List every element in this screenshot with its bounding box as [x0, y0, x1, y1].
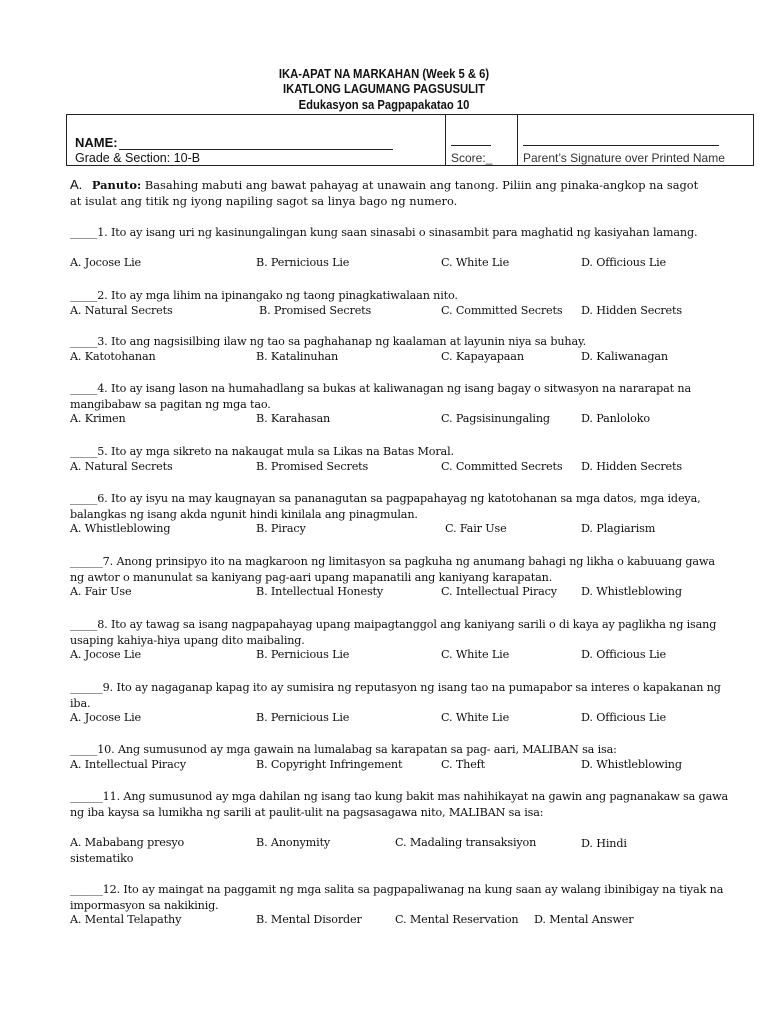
question-5-option-a: A. Natural Secrets	[70, 459, 173, 473]
question-11: ______11. Ang sumusunod ay mga dahilan ng isang tao kung bakit mas nahihikayat na gawin ang pagnanakaw sa gawa ng iba kaysa sa lumikha ng sarili at paulit-ulit na pagsasagawa nito, MALIBAN sa isa:	[70, 790, 729, 819]
question-3-option-d: D. Kaliwanagan	[581, 349, 668, 363]
exam-header-title: IKATLONG LAGUMANG PAGSUSULIT	[282, 82, 486, 96]
question-10: _____10. Ang sumusunod ay mga gawain na lumalabag sa karapatan sa pag- aari, MALIBAN sa isa:	[70, 743, 617, 756]
signature-field[interactable]	[523, 145, 719, 146]
question-10-option-d: D. Whistleblowing	[581, 757, 682, 771]
name-grade-cell	[67, 115, 446, 165]
question-11-option-a: A. Mababang presyo	[70, 836, 185, 849]
signature-cell	[517, 115, 753, 165]
question-12: ______12. Ito ay maingat na paggamit ng mga salita sa pagpapaliwanag na kung saan ay walang ibinibigay na tiyak na impormasyon sa nakikinig.	[70, 883, 724, 912]
question-1-option-a: A. Jocose Lie	[70, 256, 142, 269]
question-10-option-c: C. Theft	[441, 757, 485, 771]
question-3-option-c: C. Kapayapaan	[441, 349, 524, 363]
question-3-option-b: B. Katalinuhan	[256, 349, 339, 363]
question-6-option-b: B. Piracy	[256, 522, 306, 535]
question-9-option-a: A. Jocose Lie	[70, 711, 142, 724]
question-6: _____6. Ito ay isyu na may kaugnayan sa pananagutan sa pagpapahayag ng katotohanan sa mga datos, mga ideya, balangkas ng isang akda ngunit hindi kinilala ang pinagmulan.	[70, 492, 701, 521]
question-12-option-d: D. Mental Answer	[534, 913, 634, 926]
question-11-option-d: D. Hindi	[581, 837, 627, 850]
instructions-text: Basahing mabuti ang bawat pahayag at unawain ang tanong. Piliin ang pinaka-angkop na sagot at isulat ang titik ng iyong napiling sagot sa linya bago ng numero.	[70, 178, 699, 208]
question-4-option-b: B. Karahasan	[256, 412, 331, 425]
question-7-option-d: D. Whistleblowing	[581, 585, 682, 598]
question-8-option-c: C. White Lie	[441, 648, 510, 661]
question-8-option-b: B. Pernicious Lie	[256, 648, 350, 661]
score-field[interactable]	[451, 145, 491, 146]
question-2-option-b: B. Promised Secrets	[259, 303, 372, 317]
instructions-letter: A.	[70, 177, 83, 192]
question-2: _____2. Ito ay mga lihim na ipinangako ng taong pinagkatiwalaan nito.	[70, 289, 458, 302]
question-9: ______9. Ito ay nagaganap kapag ito ay sumisira ng reputasyon ng isang tao na pumapabor sa interes o kapakanan ng iba.	[70, 681, 721, 710]
student-info-box	[66, 114, 754, 166]
question-4-option-d: D. Panloloko	[581, 412, 650, 425]
question-7-option-a: A. Fair Use	[70, 585, 132, 598]
exam-header-subject: Edukasyon sa Pagpapakatao 10	[298, 98, 470, 112]
question-2-option-c: C. Committed Secrets	[441, 303, 563, 317]
question-8-option-a: A. Jocose Lie	[70, 648, 142, 661]
signature-label: Parent’s Signature over Printed Name	[523, 151, 725, 165]
question-1-option-b: B. Pernicious Lie	[256, 256, 350, 269]
question-12-option-c: C. Mental Reservation	[395, 913, 519, 926]
instructions-title: Panuto:	[91, 178, 142, 192]
question-6-option-d: D. Plagiarism	[581, 522, 656, 535]
question-12-option-a: A. Mental Telapathy	[70, 913, 182, 926]
question-4-option-c: C. Pagsisinungaling	[441, 412, 550, 425]
question-10-option-a: A. Intellectual Piracy	[70, 757, 186, 771]
question-2-option-d: D. Hidden Secrets	[581, 303, 682, 317]
question-1-option-c: C. White Lie	[441, 256, 510, 269]
question-1: _____1. Ito ay isang uri ng kasinungalingan kung saan sinasabi o sinasambit para maghatid ng kasiyahan lamang.	[70, 226, 698, 239]
question-5: _____5. Ito ay mga sikreto na nakaugat mula sa Likas na Batas Moral.	[70, 445, 454, 458]
exam-header-quarter: IKA-APAT NA MARKAHAN (Week 5 & 6)	[278, 67, 490, 81]
name-field[interactable]	[119, 149, 393, 150]
question-4: _____4. Ito ay isang lason na humahadlang sa bukas at kaliwanagan ng isang bagay o sitwasyon na nararapat na mangibabaw sa pagitan ng mga tao.	[70, 382, 691, 411]
question-7: ______7. Anong prinsipyo ito na magkaroon ng limitasyon sa pagkuha ng anumang bahagi ng likha o kabuuang gawa ng awtor o manunulat sa kaniyang pag-aari upang mapanatili ang kaniyang karapatan.	[70, 555, 715, 584]
question-2-option-a: A. Natural Secrets	[70, 303, 173, 317]
question-3: _____3. Ito ang nagsisilbing ilaw ng tao sa paghahanap ng kaalaman at layunin niya sa buhay.	[70, 335, 587, 348]
question-12-option-b: B. Mental Disorder	[256, 913, 362, 926]
grade-section-label: Grade & Section: 10-B	[75, 151, 201, 165]
question-5-option-c: C. Committed Secrets	[441, 459, 563, 473]
question-7-option-b: B. Intellectual Honesty	[256, 585, 384, 598]
instructions	[70, 177, 710, 209]
question-1-option-d: D. Officious Lie	[581, 256, 667, 269]
question-11-option-c: C. Madaling transaksiyon	[395, 836, 537, 849]
question-9-option-d: D. Officious Lie	[581, 711, 667, 724]
question-11-option-b: B. Anonymity	[256, 836, 331, 849]
question-3-option-a: A. Katotohanan	[70, 349, 156, 363]
question-9-option-b: B. Pernicious Lie	[256, 711, 350, 724]
question-6-option-a: A. Whistleblowing	[70, 522, 171, 535]
question-11-option-d-continuation: sistematiko	[70, 851, 134, 865]
question-8: _____8. Ito ay tawag sa isang nagpapahayag upang maipagtanggol ang kaniyang sarili o di kaya ay paglikha ng isang usaping kahiya-hiya upang dito maibaling.	[70, 618, 717, 647]
question-6-option-c: C. Fair Use	[445, 522, 507, 535]
score-label: Score:_	[451, 151, 493, 165]
question-8-option-d: D. Officious Lie	[581, 648, 667, 661]
question-10-option-b: B. Copyright Infringement	[256, 757, 403, 771]
question-4-option-a: A. Krimen	[70, 412, 126, 425]
question-9-option-c: C. White Lie	[441, 711, 510, 724]
question-5-option-d: D. Hidden Secrets	[581, 459, 682, 473]
question-5-option-b: B. Promised Secrets	[256, 459, 369, 473]
score-cell	[445, 115, 518, 165]
name-label: NAME:	[75, 135, 118, 150]
question-7-option-c: C. Intellectual Piracy	[441, 585, 557, 598]
